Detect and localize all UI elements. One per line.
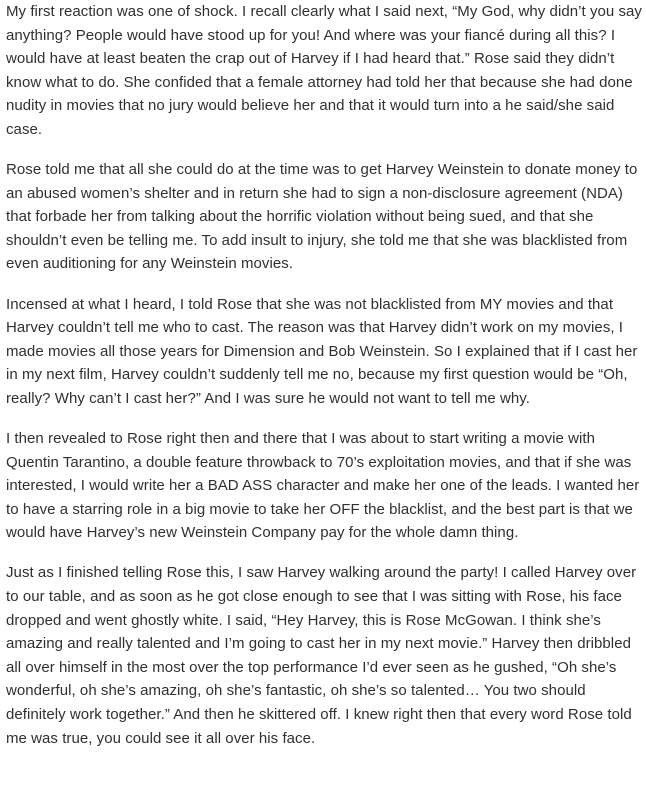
paragraph-4: I then revealed to Rose right then and there that I was about to start writing a movie with Quentin Tarantino, a double feature throwback to 70’s exploitation movies, and that if she was interested, I would write her a BAD ASS character and make her one of the leads. I wanted her to have a starring role in a big movie to take her OFF the blacklist, and the best part is that we would have Harvey’s new Weinstein Company pay for the whole damn thing. bbox=[6, 430, 640, 542]
paragraph-3: Incensed at what I heard, I told Rose that she was not blacklisted from MY movies and that Harvey couldn’t tell me who to cast. The reason was that Harvey didn’t work on my movies, I made movies all those years for Dimension and Bob Weinstein. So I explained that if I cast her in my next film, Harvey couldn’t suddenly tell me no, because my first question would be “Oh, really? Why can’t I cast her?” And I was sure he would not want to tell me why. bbox=[6, 295, 638, 407]
article-body bbox=[6, 0, 646, 750]
paragraph-1: My first reaction was one of shock. I recall clearly what I said next, “My God, why didn’t you say anything? People would have stood up for you! And where was your fiancé during all this? I would have at least beaten the crap out of Harvey if I had heard that.” Rose said they didn’t know what to do. She confided that a female attorney had told her that because she had done nudity in movies that no jury would believe her and that it would turn into a he said/she said case. bbox=[6, 3, 642, 138]
paragraph-2: Rose told me that all she could do at the time was to get Harvey Weinstein to donate money to an abused women’s shelter and in return she had to sign a non-disclosure agreement (NDA) that forbade her from talking about the horrific violation without being sued, and that she shouldn’t even be telling me. To add insult to injury, she told me that she was blacklisted from even auditioning for any Weinstein movies. bbox=[6, 161, 638, 273]
paragraph-5: Just as I finished telling Rose this, I saw Harvey walking around the party! I called Harvey over to our table, and as soon as he got close enough to see that I was sitting with Rose, his face dropped and went ghostly white. I said, “Hey Harvey, this is Rose McGowan. I think she’s amazing and really talented and I’m going to cast her in my next movie.” Harvey then dribbled all over himself in the most over the top performance I’d ever seen as he gushed, “Oh she’s wonderful, oh she’s amazing, oh she’s fantastic, oh she’s so talented… You two should definitely work together.” And then he skittered off. I knew right then that every word Rose told me was true, you could see it all over his face. bbox=[6, 564, 637, 747]
